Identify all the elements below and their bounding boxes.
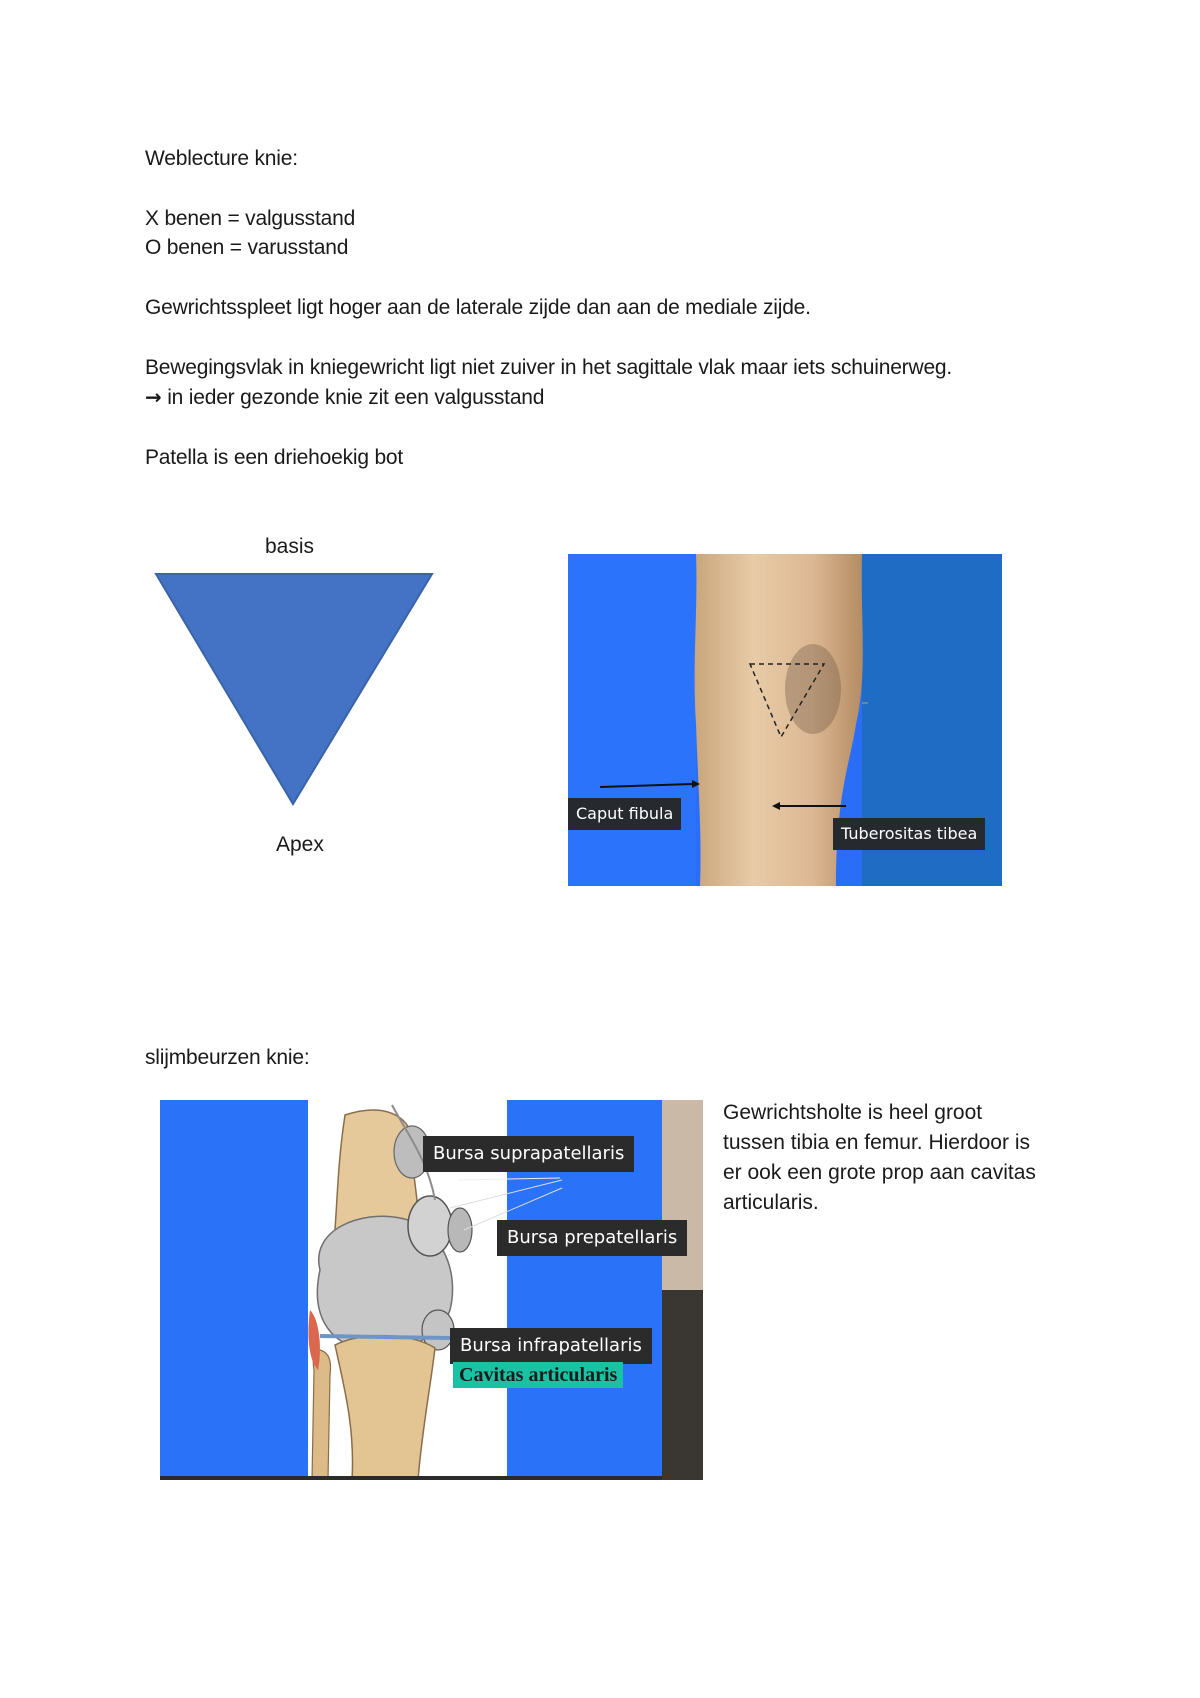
caput-fibula-label: Caput fibula [568,798,681,830]
knee-shadow [785,644,841,734]
conclusion-text: in ieder gezonde knie zit een valgusstand [161,386,545,409]
knee-photo-figure [568,554,1002,886]
muscle-shape [308,1310,320,1370]
triangle-apex-label: Apex [276,833,324,856]
bursa-figure [160,1100,703,1480]
page-heading: Weblecture knie: [145,147,298,170]
side-note-line: Gewrichtsholte is heel groot [723,1101,983,1124]
slijmbeurzen-heading: slijmbeurzen knie: [145,1046,310,1069]
conclusion-line [145,384,544,411]
gewrichtsspleet-text: Gewrichtsspleet ligt hoger aan de laterale zijde dan aan de mediale zijde. [145,296,811,319]
bursa-bottom-border [160,1476,662,1480]
patella-triangle [156,574,432,804]
side-note [723,1098,1073,1218]
patella-triangle-diagram [150,570,440,810]
varus-line: O benen = varusstand [145,236,349,259]
tibia-shape [335,1336,435,1480]
bursa-prepatellaris-shape [448,1208,472,1252]
bursa-prepatellaris-label: Bursa prepatellaris [497,1220,687,1256]
bewegingsvlak-text: Bewegingsvlak in kniegewricht ligt niet zuiver in het sagittale vlak maar iets schuinerweg. [145,356,953,379]
side-note-line: tussen tibia en femur. Hierdoor is [723,1131,1030,1154]
patella-text: Patella is een driehoekig bot [145,446,404,469]
triangle-basis-label: basis [265,535,315,558]
patella-shape [408,1196,452,1256]
cavitas-articularis-label: Cavitas articularis [453,1362,623,1388]
bursa-suprapatellaris-label: Bursa suprapatellaris [423,1136,634,1172]
side-note-line: articularis. [723,1191,819,1214]
valgus-line: X benen = valgusstand [145,207,356,230]
bursa-infrapatellaris-label: Bursa infrapatellaris [450,1328,652,1364]
tuberositas-tibea-label: Tuberositas tibea [833,818,985,850]
fibula-shape [312,1350,331,1480]
right-arrow-icon: → [145,385,162,409]
side-note-line: er ook een grote prop aan cavitas [723,1161,1036,1184]
